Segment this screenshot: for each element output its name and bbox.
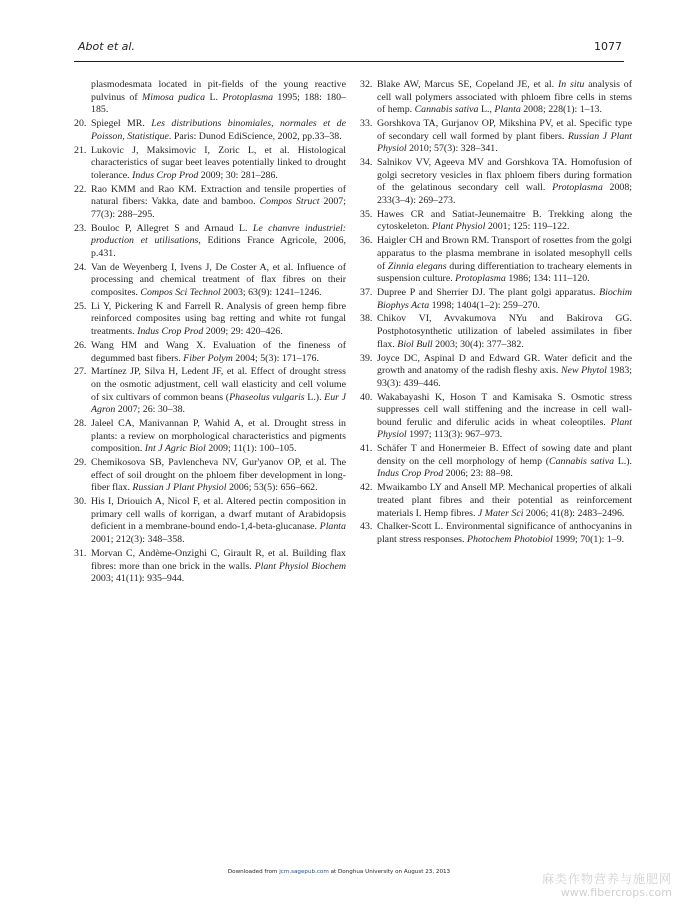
reference-number: 22. — [74, 183, 87, 195]
reference-item — [360, 118, 632, 156]
reference-number: 25. — [74, 300, 87, 312]
reference-number: 23. — [74, 222, 87, 234]
reference-number: 31. — [74, 547, 87, 559]
reference-item — [74, 548, 346, 586]
reference-number: 33. — [360, 118, 373, 130]
reference-number: 42. — [360, 482, 373, 494]
reference-text: Chemikosova SB, Pavlencheva NV, Gur'yanov OP, et al. The effect of soil drought on the phloem fiber development in long-fiber flax. Russian J Plant Physiol 2006; 53(5): 656–662. — [91, 457, 346, 494]
running-header — [78, 40, 622, 60]
watermark-site-name: 麻类作物营养与施肥网 — [541, 872, 672, 886]
reference-text: Lukovic J, Maksimovic I, Zoric L, et al. Histological characteristics of sugar beet leaves potentially linked to drought tolerance. Indus Crop Prod 2009; 30: 281–286. — [91, 144, 346, 181]
reference-text: Li Y, Pickering K and Farrell R. Analysis of green hemp fibre reinforced composites using bag retting and white rot fungal treatments. Indus Crop Prod 2009; 29: 420–426. — [91, 300, 346, 338]
footer-link[interactable]: jcm.sagepub.com — [279, 869, 329, 875]
header-rule — [74, 61, 624, 62]
page-number: 1077 — [594, 40, 622, 53]
reference-text: Chalker-Scott L. Environmental significance of anthocyanins in plant stress responses. Photochem Photobiol 1999; 70(1): 1–9. — [377, 521, 632, 546]
reference-number: 29. — [74, 457, 87, 469]
reference-number: 34. — [360, 157, 373, 169]
reference-item — [74, 496, 346, 546]
reference-number: 28. — [74, 418, 87, 430]
reference-text: Wang HM and Wang X. Evaluation of the fineness of degummed bast fibers. Fiber Polym 2004; 5(3): 171–176. — [91, 339, 346, 364]
references-left-column — [74, 79, 346, 587]
footer-prefix: Downloaded from — [227, 869, 278, 875]
site-watermark — [542, 873, 672, 899]
reference-item — [74, 366, 346, 416]
reference-item — [360, 209, 632, 234]
reference-text: Chikov VI, Avvakumova NYu and Bakirova GG. Postphotosynthetic utilization of labeled assimilates in fiber flax. Biol Bull 2003; 30(4): 377–382. — [377, 313, 632, 350]
reference-item — [360, 521, 632, 546]
reference-text: Schäfer T and Honermeier B. Effect of sowing date and plant density on the cell morphology of hemp (Cannabis sativa L.). Indus Crop Prod 2006; 23: 88–98. — [377, 443, 632, 480]
reference-number: 30. — [74, 496, 87, 508]
reference-item — [74, 184, 346, 222]
reference-text: Spiegel MR. Les distributions binomiales, normales et de Poisson, Statistique. Paris: Dunod EdiScience, 2002, pp.33–38. — [91, 118, 346, 142]
reference-number: 43. — [360, 521, 373, 533]
reference-item — [360, 353, 632, 391]
reference-number: 27. — [74, 366, 87, 378]
reference-continuation: plasmodesmata located in pit-fields of the young reactive pulvinus of Mimosa pudica L. Protoplasma 1995; 188: 180–185. — [91, 79, 346, 116]
reference-item — [360, 392, 632, 442]
reference-text: Rao KMM and Rao KM. Extraction and tensile properties of natural fibers: Vakka, date and bamboo. Compos Struct 2007; 77(3): 288–295. — [91, 183, 346, 220]
reference-number: 36. — [360, 235, 373, 247]
reference-number: 40. — [360, 391, 373, 403]
reference-text: Martínez JP, Silva H, Ledent JF, et al. Effect of drought stress on the osmotic adjustment, cell wall elasticity and cell volume of six cultivars of common beans (Phaseolus vulgaris L.). Eur J Agron 2007; 26: 30–38. — [91, 366, 346, 416]
reference-text: Mwaikambo LY and Ansell MP. Mechanical properties of alkali treated plant fibres and their potential as reinforcement materials I. Hemp fibres. J Mater Sci 2006; 41(8): 2483–2496. — [377, 482, 632, 519]
reference-number: 35. — [360, 208, 373, 220]
reference-text: Salnikov VV, Ageeva MV and Gorshkova TA. Homofusion of golgi secretory vesicles in flax phloem fibers during formation of the gelatinous secondary cell wall. Protoplasma 2008; 233(3–4): 269–273. — [377, 157, 633, 206]
reference-text: Morvan C, Andème-Onzighi C, Girault R, et al. Building flax fibres: more than one brick in the walls. Plant Physiol Biochem 2003; 41(11): 935–944. — [91, 547, 346, 585]
reference-item — [360, 443, 632, 481]
footer-suffix: at Donghua University on August 23, 2013 — [330, 869, 451, 875]
reference-number: 41. — [360, 443, 373, 455]
reference-item — [74, 262, 346, 300]
reference-item — [360, 235, 632, 285]
reference-text: Hawes CR and Satiat-Jeunemaitre B. Trekking along the cytoskeleton. Plant Physiol 2001; 125: 119–122. — [377, 208, 632, 233]
reference-text: Blake AW, Marcus SE, Copeland JE, et al. In situ analysis of cell wall polymers associated with phloem fibre cells in stems of hemp. Cannabis sativa L., Planta 2008; 228(1): 1–13. — [377, 79, 632, 116]
reference-number: 38. — [360, 313, 373, 325]
references-right-column — [360, 79, 632, 548]
reference-item — [360, 79, 632, 117]
reference-item — [360, 287, 632, 312]
reference-list-left — [74, 118, 346, 586]
reference-number: 26. — [74, 339, 87, 351]
reference-text: Van de Weyenberg I, Ivens J, De Coster A, et al. Influence of processing and chemical treatment of flax fibres on their composites. Compos Sci Technol 2003; 63(9): 1241–1246. — [91, 261, 346, 298]
reference-item — [360, 313, 632, 351]
watermark-site-url: www.fibercrops.com — [560, 886, 672, 899]
reference-text: Dupree P and Sherrier DJ. The plant golgi apparatus. Biochim Biophys Acta 1998; 1404(1–2): 259–270. — [377, 286, 632, 311]
reference-text: Wakabayashi K, Hoson T and Kamisaka S. Osmotic stress suppresses cell wall stiffening and the increase in cell wall-bound ferulic and diferulic acids in wheat coleoptiles. Plant Physiol 1997; 113(3): 967–973. — [377, 391, 632, 441]
reference-item — [360, 482, 632, 520]
reference-list-right — [360, 79, 632, 547]
reference-item — [74, 418, 346, 456]
reference-text: Jaleel CA, Manivannan P, Wahid A, et al. Drought stress in plants: a review on morphological characteristics and pigments composition. Int J Agric Biol 2009; 11(1): 100–105. — [91, 418, 346, 455]
reference-item — [74, 457, 346, 495]
reference-item — [74, 118, 346, 143]
reference-number: 24. — [74, 261, 87, 273]
reference-item — [74, 301, 346, 339]
running-head-authors: Abot et al. — [78, 40, 135, 53]
reference-item — [74, 145, 346, 183]
reference-text: Bouloc P, Allegret S and Arnaud L. Le chanvre industriel: production et utilisations, Editions France Agricole, 2006, p.431. — [91, 222, 347, 259]
reference-text: Haigler CH and Brown RM. Transport of rosettes from the golgi apparatus to the plasma membrane in isolated mesophyll cells of Zinnia elegans during differentiation to tracheary elements in suspension culture. Protoplasma 1986; 134: 111–120. — [377, 235, 632, 285]
reference-text: His I, Driouich A, Nicol F, et al. Altered pectin composition in primary cell walls of korrigan, a dwarf mutant of Arabidopsis deficient in a membrane-bound endo-1,4-beta-glucanase. Planta 2001; 212(3): 348–358. — [91, 496, 346, 546]
reference-text: Joyce DC, Aspinal D and Edward GR. Water deficit and the growth and anatomy of the radish fleshy axis. New Phytol 1983; 93(3): 439–446. — [377, 352, 632, 389]
reference-item — [74, 340, 346, 365]
reference-item — [74, 223, 346, 261]
reference-number: 37. — [360, 286, 373, 298]
reference-number: 21. — [74, 144, 87, 156]
reference-number: 20. — [74, 118, 87, 130]
reference-number: 39. — [360, 352, 373, 364]
reference-text: Gorshkova TA, Gurjanov OP, Mikshina PV, et al. Specific type of secondary cell wall formed by plant fibers. Russian J Plant Physiol 2010; 57(3): 328–341. — [377, 118, 632, 155]
reference-item — [360, 157, 632, 207]
reference-number: 32. — [360, 79, 373, 90]
